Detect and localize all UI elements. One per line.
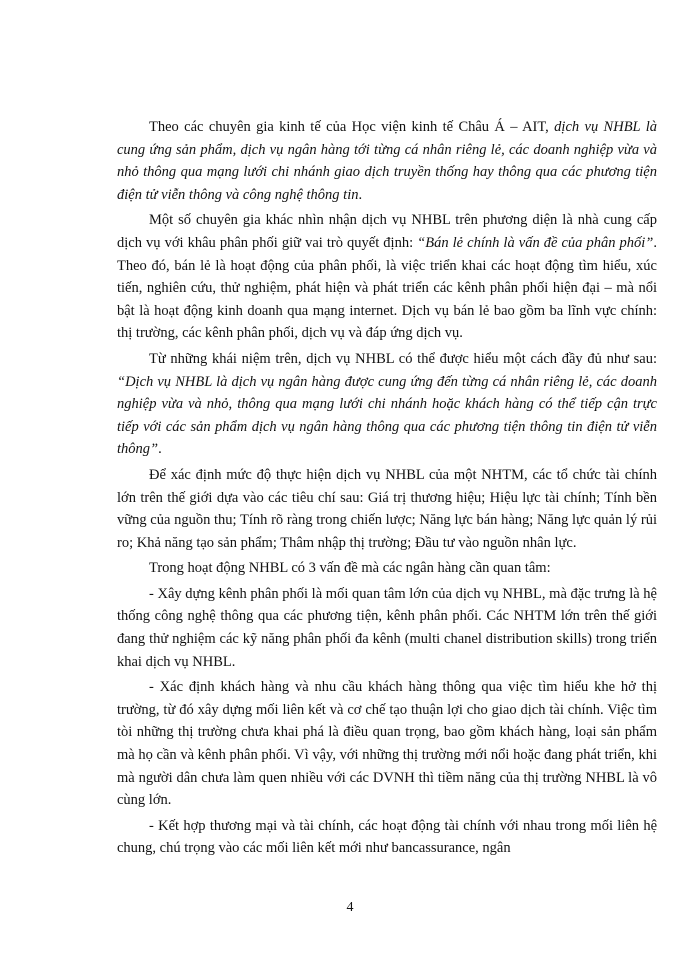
page-number: 4	[346, 900, 354, 915]
italic-definition: dịch vụ NHBL là cung ứng sản phẩm, dịch vụ ngân hàng tới từng cá nhân riêng lẻ, các doanh nghiệp vừa và nhỏ thông qua mạng lưới chi nhánh giao dịch truyền thống hay thông qua các phương tiện điện tử viễn thông và công nghệ thông tin	[117, 119, 658, 203]
italic-quote: “Bán lẻ chính là vấn đề của phân phối”	[417, 234, 654, 251]
paragraph-text: Theo các chuyên gia kinh tế của Học viện kinh tế Châu Á – AIT,	[149, 119, 555, 135]
paragraph-three-issues: Trong hoạt động NHBL có 3 vấn đề mà các ngân hàng cần quan tâm:	[149, 560, 551, 577]
list-item-distribution-channel: - Xây dựng kênh phân phối là mối quan tâm lớn của dịch vụ NHBL, mà đặc trưng là hệ thống công nghệ thông qua các phương tiện, kênh phân phối. Các NHTM lớn trên thế giới đang thử nghiệm các kỹ năng phân phối đa kênh (multi chanel distribution skills) trong triển khai dịch vụ NHBL.	[117, 585, 657, 670]
paragraph-text: Từ những khái niệm trên, dịch vụ NHBL có thể được hiểu một cách đầy đủ như sau:	[149, 350, 657, 367]
document-body	[117, 116, 657, 863]
paragraph-distribution-view	[117, 209, 657, 345]
paragraph-ait-definition: Theo các chuyên gia kinh tế của Học viện kinh tế Châu Á – AIT, dịch vụ NHBL là cung ứng sản phẩm, dịch vụ ngân hàng tới từng cá nhân riêng lẻ, các doanh nghiệp vừa và nhỏ thông qua mạng lưới chi nhánh giao dịch truyền thống hay thông qua các phương tiện điện tử viễn thông và công nghệ thông tin.	[117, 119, 658, 203]
paragraph-text: Một số chuyên gia khác nhìn nhận dịch vụ NHBL trên phương diện là nhà cung cấp dịch vụ với khâu phân phối giữ vai trò quyết định:	[117, 212, 657, 251]
paragraph-criteria: Để xác định mức độ thực hiện dịch vụ NHBL của một NHTM, các tổ chức tài chính lớn trên thế giới dựa vào các tiêu chí sau: Giá trị thương hiệu; Hiệu lực tài chính; Tính bền vững của nguồn thu; Tính rõ ràng trong chiến lược; Năng lực bán hàng; Năng lực quản lý rủi ro; Khả năng tạo sản phẩm; Thâm nhập thị trường; Đầu tư vào nguồn nhân lực.	[117, 466, 657, 551]
list-item-commerce-finance: - Kết hợp thương mại và tài chính, các hoạt động tài chính với nhau trong mối liên hệ chung, chú trọng vào các mối liên kết mới như bancassurance, ngân	[117, 817, 657, 857]
paragraph-text: . Theo đó, bán lẻ là hoạt động của phân phối, là việc triển khai các hoạt động tìm hiểu, xúc tiến, nghiên cứu, thử nghiệm, phát hiện và phát triển các kênh phân phối hiện đại – mà nổi bật là hoạt động kinh doanh qua mạng internet. Dịch vụ bán lẻ bao gồm ba lĩnh vực chính: thị trường, các kênh phân phối, dịch vụ và đáp ứng dịch vụ.	[117, 234, 658, 342]
italic-quote: “Dịch vụ NHBL là dịch vụ ngân hàng được cung ứng đến từng cá nhân riêng lẻ, các doanh nghiệp vừa và nhỏ, thông qua mạng lưới chi nhánh hoặc khách hàng có thể tiếp cận trực tiếp với các sản phẩm dịch vụ ngân hàng thông qua các phương tiện thông tin điện tử viễn thông”	[117, 373, 657, 458]
list-item-customer-needs: - Xác định khách hàng và nhu cầu khách hàng thông qua việc tìm hiểu khe hở thị trường, từ đó xây dựng mối liên kết và cơ chế tạo thuận lợi cho giao dịch tài chính. Việc tìm tòi những thị trường chưa khai phá là điều quan trọng, bao gồm khách hàng, loại sản phẩm mà họ cần và kênh phân phối. Vì vậy, với những thị trường mới nổi hoặc đang phát triển, khi mà người dân chưa làm quen nhiều với các DVNH thì tiềm năng của thị trường NHBL là vô cùng lớn.	[117, 679, 657, 809]
paragraph-full-definition: Từ những khái niệm trên, dịch vụ NHBL có thể được hiểu một cách đầy đủ như sau: “Dịch vụ NHBL là dịch vụ ngân hàng được cung ứng đến từng cá nhân riêng lẻ, các doanh nghiệp vừa và nhỏ, thông qua mạng lưới chi nhánh hoặc khách hàng có thể tiếp cận trực tiếp với các sản phẩm dịch vụ ngân hàng thông qua các phương tiện thông tin điện tử viễn thông”.	[117, 350, 657, 458]
